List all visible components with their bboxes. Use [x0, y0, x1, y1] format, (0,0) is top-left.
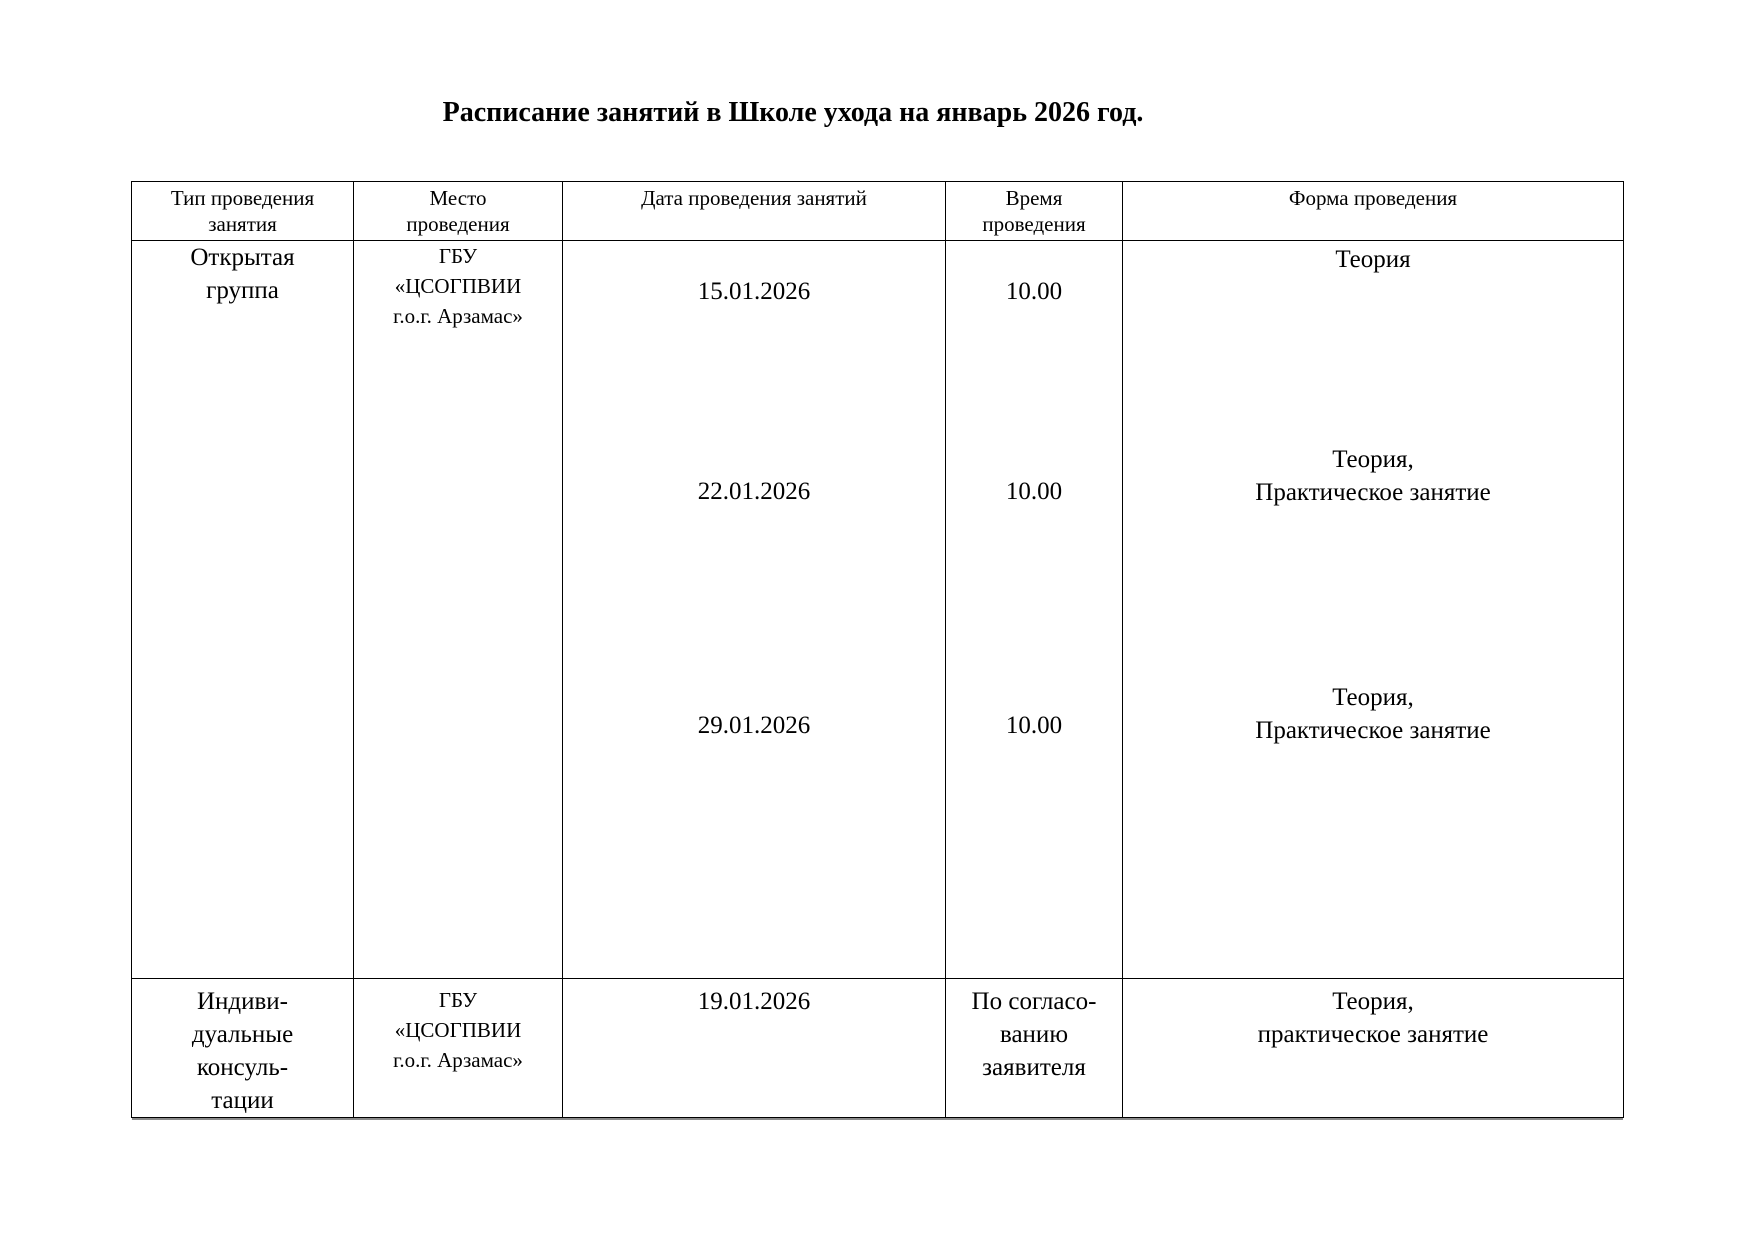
header-row: [132, 182, 1624, 241]
session-date: 19.01.2026: [697, 988, 811, 1015]
document-title: Расписание занятий в Школе ухода на январь 2026 год.: [442, 97, 1144, 128]
schedule-table: [131, 181, 1624, 1118]
session-form-line: Теория: [1335, 246, 1411, 273]
time-line: ванию: [999, 1021, 1068, 1048]
cell-place-open-group: [354, 241, 563, 979]
time-line: По согласо-: [971, 988, 1097, 1015]
col-header-place-line: проведения: [406, 212, 510, 236]
col-header-type: [132, 182, 354, 241]
cell-dates-open-group: [563, 241, 946, 979]
session-form: [1123, 681, 1623, 747]
place-line: ГБУ: [438, 988, 478, 1012]
type-line: Открытая: [190, 244, 295, 271]
session-form-line: Теория,: [1332, 988, 1414, 1015]
cell-time-individual: [946, 979, 1123, 1118]
session-form-line: Теория,: [1332, 684, 1414, 711]
type-line: дуальные: [191, 1021, 294, 1048]
col-header-place: [354, 182, 563, 241]
col-header-time: [946, 182, 1123, 241]
session-form: [1123, 443, 1623, 509]
session-form: [1123, 243, 1623, 276]
place-line: «ЦСОГПВИИ: [394, 274, 522, 298]
session-form-line: Теория,: [1332, 446, 1414, 473]
place-line: г.о.г. Арзамас»: [393, 1048, 523, 1072]
session-time: 10.00: [1005, 712, 1063, 739]
session-time: 10.00: [1005, 278, 1063, 305]
type-line: тации: [211, 1087, 274, 1114]
cell-type-individual: [132, 979, 354, 1118]
type-line: консуль-: [196, 1054, 289, 1081]
session-date: 15.01.2026: [697, 278, 811, 305]
col-header-time-line: проведения: [982, 212, 1086, 236]
col-header-type-line: Тип проведения: [170, 186, 315, 210]
session-form-line: практическое занятие: [1257, 1021, 1489, 1048]
cell-date-individual: [563, 979, 946, 1118]
col-header-form: [1123, 182, 1624, 241]
type-line: группа: [206, 277, 279, 304]
place-line: г.о.г. Арзамас»: [393, 304, 523, 328]
row-individual-consultations: [132, 979, 1624, 1118]
session-form-line: Практическое занятие: [1255, 717, 1491, 744]
col-header-form-line: Форма проведения: [1288, 186, 1458, 210]
row-open-group: [132, 241, 1624, 979]
col-header-place-line: Место: [429, 186, 487, 210]
place-line: ГБУ: [438, 244, 478, 268]
session-time: 10.00: [1005, 478, 1063, 505]
col-header-date-line: Дата проведения занятий: [641, 186, 867, 210]
cell-times-open-group: [946, 241, 1123, 979]
col-header-time-line: Время: [1005, 186, 1063, 210]
place-line: «ЦСОГПВИИ: [394, 1018, 522, 1042]
cell-forms-open-group: [1123, 241, 1624, 979]
cell-type-open-group: [132, 241, 354, 979]
cell-place-individual: [354, 979, 563, 1118]
session-date: 22.01.2026: [697, 478, 811, 505]
time-line: заявителя: [982, 1054, 1086, 1081]
session-date: 29.01.2026: [697, 712, 811, 739]
col-header-type-line: занятия: [208, 212, 277, 236]
col-header-date: [563, 182, 946, 241]
type-line: Индиви-: [196, 988, 289, 1015]
session-form-line: Практическое занятие: [1255, 479, 1491, 506]
cell-form-individual: [1123, 979, 1624, 1118]
